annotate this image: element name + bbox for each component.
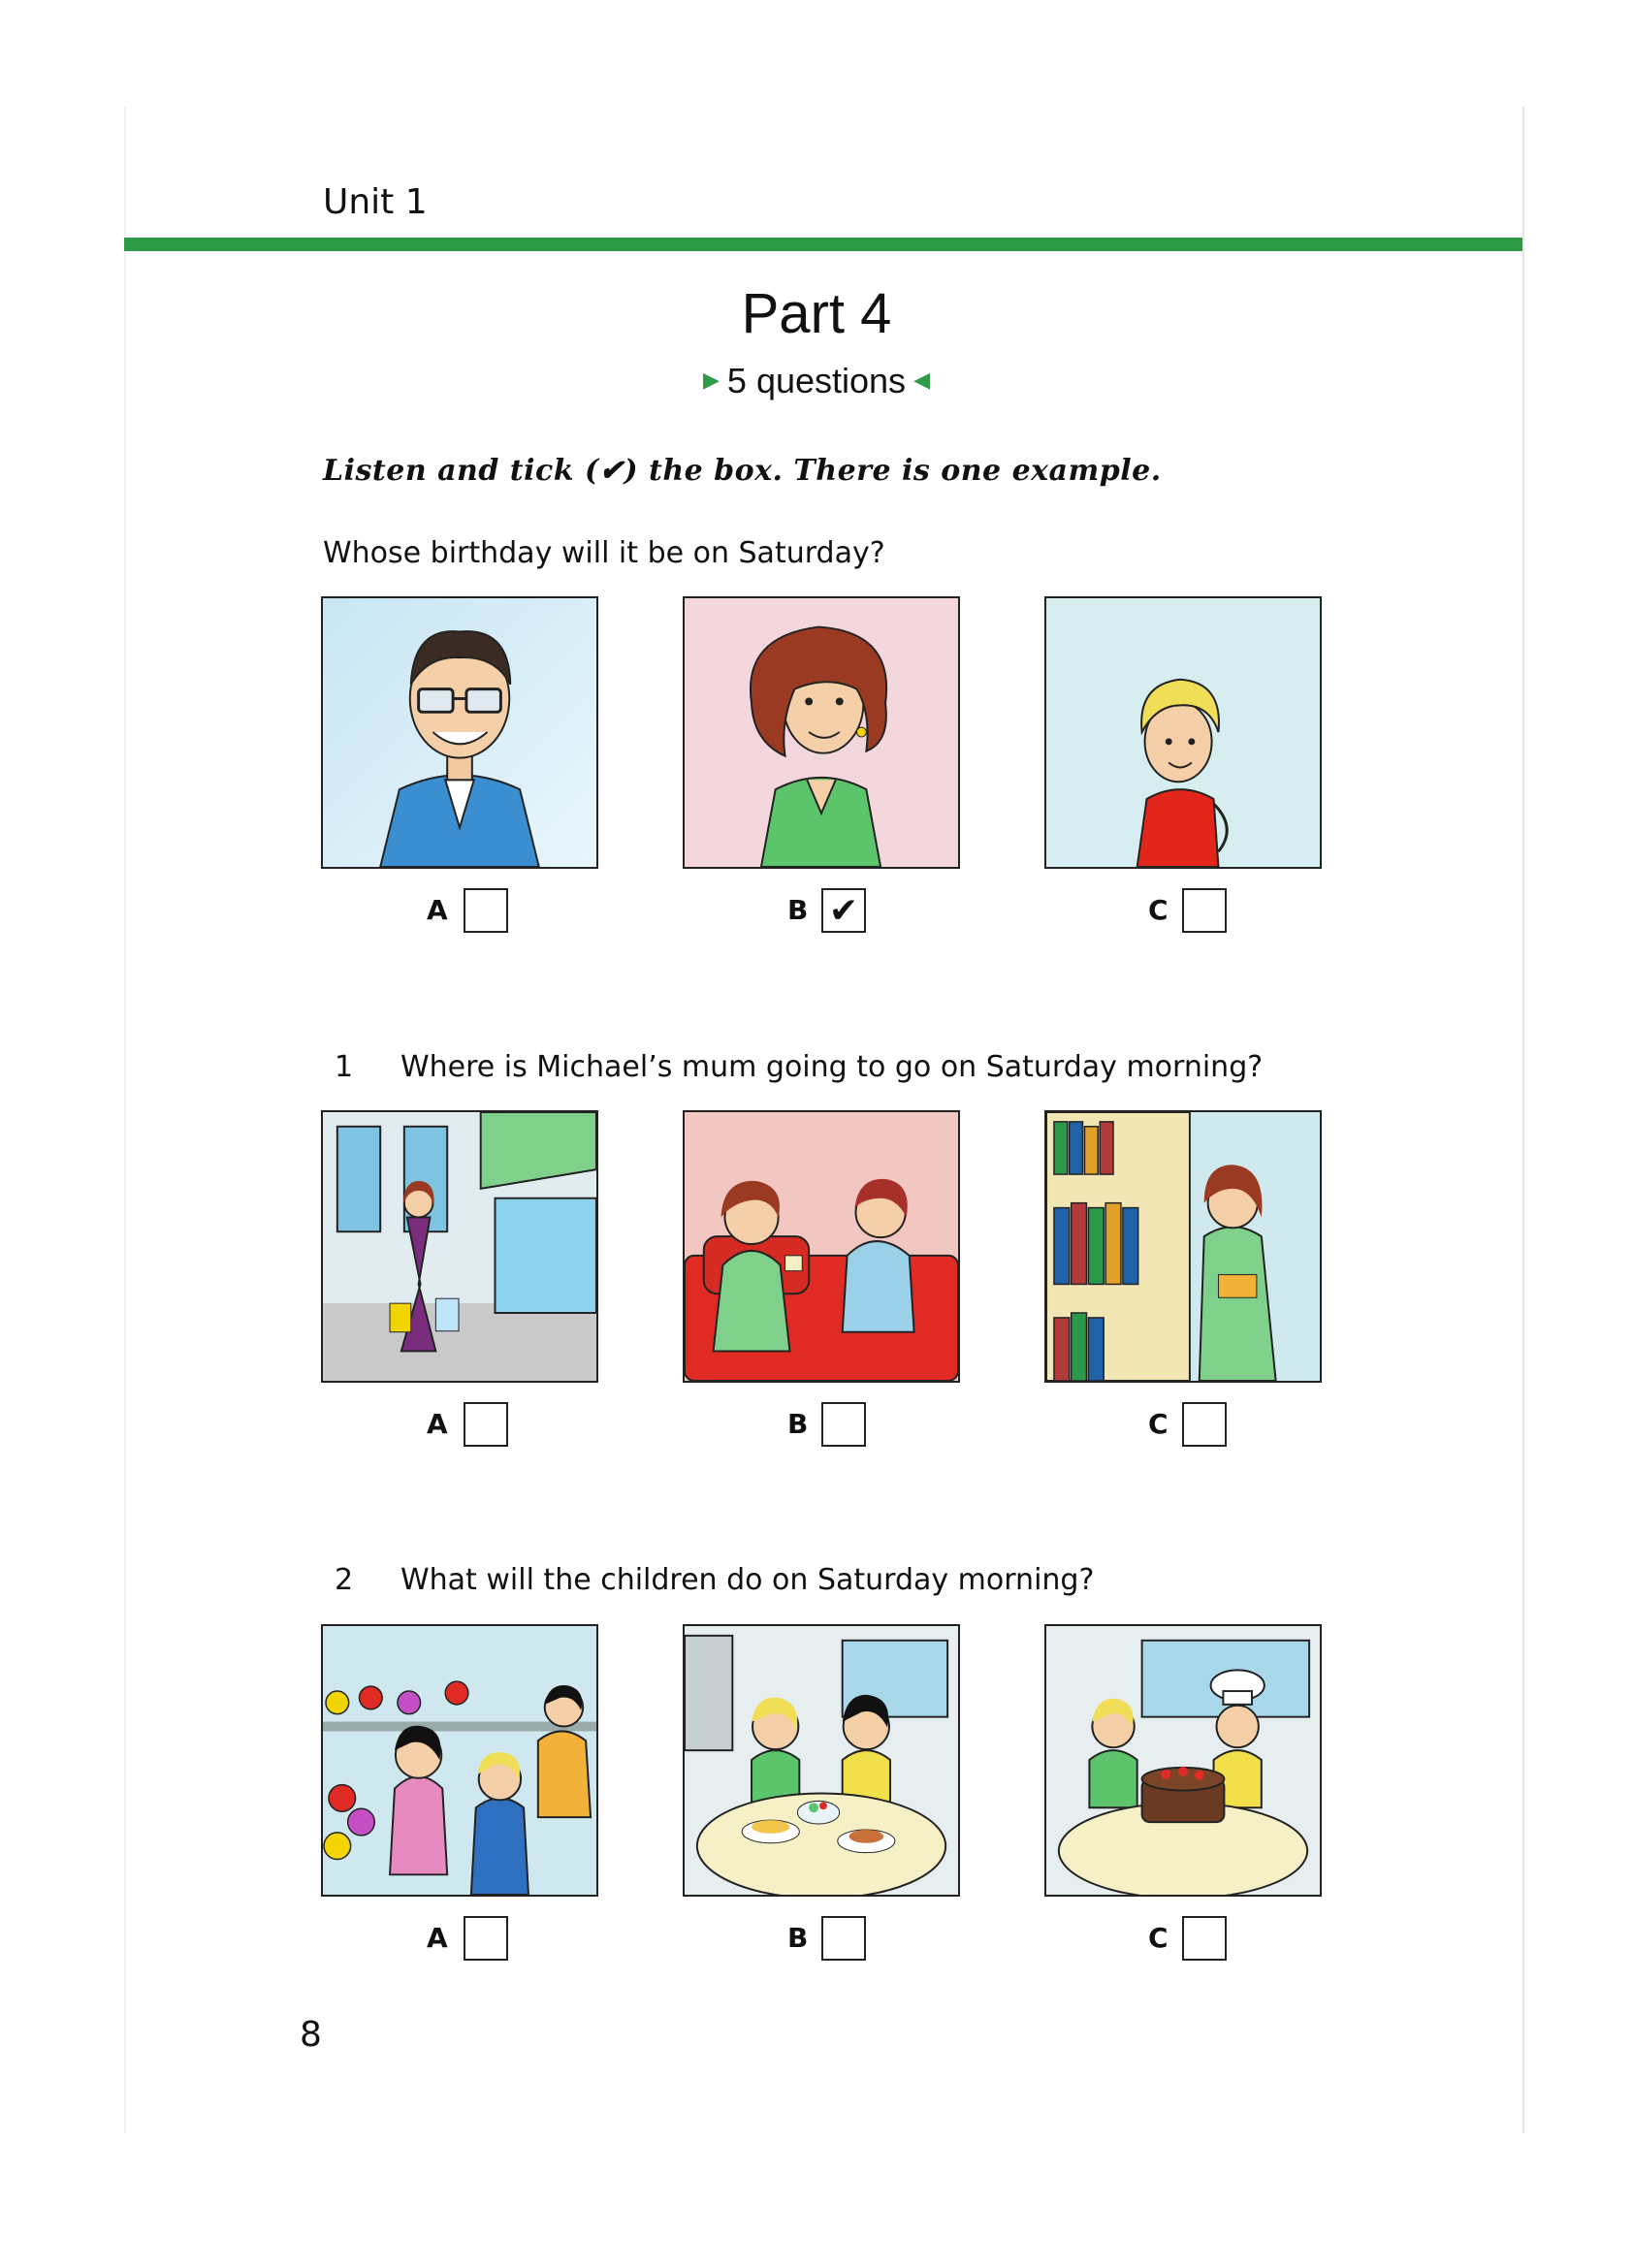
question-2-option-b-label: B bbox=[787, 1922, 809, 1954]
part-title: Part 4 bbox=[741, 282, 892, 345]
question-2-text: What will the children do on Saturday morning? bbox=[400, 1563, 1095, 1597]
question-1-picture-b bbox=[683, 1110, 960, 1383]
question-1-option-b-label: B bbox=[787, 1408, 809, 1440]
question-1-option-b-checkbox[interactable] bbox=[821, 1402, 866, 1447]
question-2-option-c-label: C bbox=[1148, 1922, 1169, 1954]
example-option-a-label: A bbox=[427, 894, 448, 926]
questions-count bbox=[0, 361, 1633, 401]
example-picture-a bbox=[321, 596, 598, 869]
example-picture-b bbox=[683, 596, 960, 869]
question-1-option-a-label: A bbox=[427, 1408, 448, 1440]
question-1-number: 1 bbox=[335, 1050, 354, 1084]
question-2-option-a-label: A bbox=[427, 1922, 448, 1954]
triangle-left-icon: ◀ bbox=[913, 367, 930, 392]
triangle-right-icon: ▶ bbox=[703, 367, 720, 392]
header-rule bbox=[124, 238, 1522, 251]
question-2-picture-c bbox=[1044, 1624, 1322, 1897]
blond-boy-illustration bbox=[1046, 598, 1320, 867]
man-with-glasses-illustration bbox=[323, 598, 596, 867]
example-option-c-checkbox[interactable] bbox=[1182, 888, 1227, 933]
question-2-number: 2 bbox=[335, 1563, 354, 1597]
woman-at-library-illustration bbox=[1046, 1112, 1320, 1381]
question-1-option-c-label: C bbox=[1148, 1408, 1169, 1440]
question-1-option-a-checkbox[interactable] bbox=[464, 1402, 508, 1447]
example-picture-c bbox=[1044, 596, 1322, 869]
children-at-flower-shop-illustration bbox=[323, 1626, 596, 1895]
example-question: Whose birthday will it be on Saturday? bbox=[323, 536, 885, 570]
children-baking-cake-illustration bbox=[1046, 1626, 1320, 1895]
woman-shopping-illustration bbox=[323, 1112, 596, 1381]
curly-haired-woman-illustration bbox=[685, 598, 958, 867]
question-2-option-c-checkbox[interactable] bbox=[1182, 1916, 1227, 1961]
question-1-option-c-checkbox[interactable] bbox=[1182, 1402, 1227, 1447]
question-2-picture-a bbox=[321, 1624, 598, 1897]
question-1-picture-a bbox=[321, 1110, 598, 1383]
children-at-table-with-food-illustration bbox=[685, 1626, 958, 1895]
page-number: 8 bbox=[300, 2015, 322, 2055]
unit-label: Unit 1 bbox=[323, 182, 428, 222]
questions-count-text: 5 questions bbox=[726, 361, 907, 400]
example-option-c-label: C bbox=[1148, 894, 1169, 926]
question-2-option-a-checkbox[interactable] bbox=[464, 1916, 508, 1961]
instructions: Listen and tick (✔) the box. There is one example. bbox=[323, 454, 1162, 488]
question-1-picture-c bbox=[1044, 1110, 1322, 1383]
women-chatting-on-sofa-illustration bbox=[685, 1112, 958, 1381]
example-option-b-checkbox[interactable]: ✔ bbox=[821, 888, 866, 933]
question-2-option-b-checkbox[interactable] bbox=[821, 1916, 866, 1961]
question-2-picture-b bbox=[683, 1624, 960, 1897]
example-option-a-checkbox[interactable] bbox=[464, 888, 508, 933]
question-1-text: Where is Michael’s mum going to go on Saturday morning? bbox=[400, 1050, 1264, 1084]
example-option-b-label: B bbox=[787, 894, 809, 926]
